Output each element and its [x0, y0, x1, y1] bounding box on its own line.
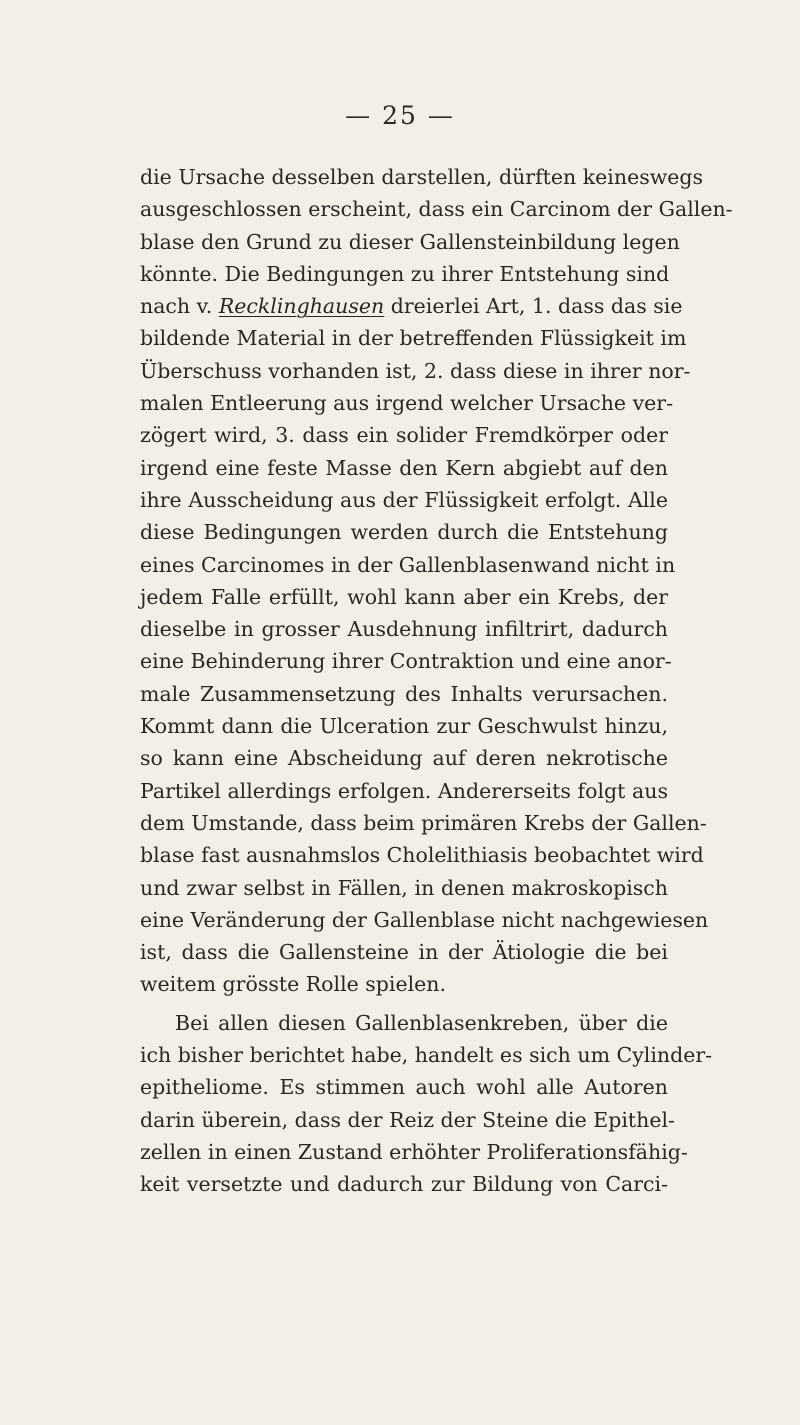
text-line: keit versetzte und dadurch zur Bildung von Carci-	[140, 1172, 668, 1197]
text-line: irgend eine feste Masse den Kern abgiebt auf den	[140, 455, 668, 480]
text-line: zellen in einen Zustand erhöhter Proliferationsfähig-	[140, 1139, 688, 1164]
paragraph-1	[140, 161, 733, 1001]
text-line: Partikel allerdings erfolgen. Andererseits folgt aus	[140, 778, 668, 803]
text-line: Bei allen diesen Gallenblasenkreben, über die	[175, 1010, 668, 1035]
text-line: bildende Material in der betreffenden Flüssigkeit im	[140, 326, 687, 351]
text-line: dieselbe in grosser Ausdehnung infiltrirt, dadurch	[140, 617, 668, 642]
text-segment: dreierlei Art, 1. dass das sie	[384, 294, 683, 319]
text-line: male Zusammensetzung des Inhalts verursachen.	[140, 681, 668, 706]
text-line: ist, dass die Gallensteine in der Ätiologie die bei	[140, 940, 668, 965]
text-line: eine Behinderung ihrer Contraktion und eine anor-	[140, 649, 672, 674]
text-line: zögert wird, 3. dass ein solider Fremdkörper oder	[140, 423, 668, 448]
text-line: die Ursache desselben darstellen, dürften keineswegs	[140, 165, 704, 189]
text-line-with-author-name	[140, 290, 683, 322]
text-line: weitem grösste Rolle spielen.	[140, 972, 447, 997]
text-line: ich bisher berichtet habe, handelt es sich um Cylinder-	[140, 1043, 713, 1068]
text-segment: nach v.	[140, 294, 219, 319]
text-line: und zwar selbst in Fällen, in denen makroskopisch	[140, 875, 668, 900]
text-line: blase den Grund zu dieser Gallensteinbildung legen	[140, 229, 680, 254]
text-line: ihre Ausscheidung aus der Flüssigkeit erfolgt. Alle	[140, 487, 668, 512]
author-name: Recklinghausen	[218, 294, 385, 319]
text-line: eine Veränderung der Gallenblase nicht nachgewiesen	[140, 907, 709, 932]
page-number: — 25 —	[345, 101, 455, 130]
text-line: malen Entleerung aus irgend welcher Ursache ver-	[140, 391, 674, 416]
text-line: dem Umstande, dass beim primären Krebs der Gallen-	[140, 810, 707, 835]
text-line: könnte. Die Bedingungen zu ihrer Entstehung sind	[140, 261, 670, 286]
text-line: epitheliome. Es stimmen auch wohl alle Autoren	[140, 1075, 668, 1100]
body-text	[140, 161, 733, 1201]
text-line: Überschuss vorhanden ist, 2. dass diese in ihrer nor-	[140, 358, 691, 383]
text-line: diese Bedingungen werden durch die Entstehung	[140, 520, 668, 545]
text-line: Kommt dann die Ulceration zur Geschwulst hinzu,	[140, 714, 668, 739]
text-line: jedem Falle erfüllt, wohl kann aber ein Krebs, der	[140, 584, 668, 609]
text-line: eines Carcinomes in der Gallenblasenwand nicht in	[140, 552, 676, 577]
text-line: so kann eine Abscheidung auf deren nekrotische	[140, 746, 668, 771]
text-line: darin überein, dass der Reiz der Steine die Epithel-	[140, 1107, 675, 1132]
paragraph-2	[140, 1007, 713, 1201]
text-line: blase fast ausnahmslos Cholelithiasis beobachtet wird	[140, 843, 704, 868]
text-line: ausgeschlossen erscheint, dass ein Carcinom der Gallen-	[140, 197, 733, 222]
